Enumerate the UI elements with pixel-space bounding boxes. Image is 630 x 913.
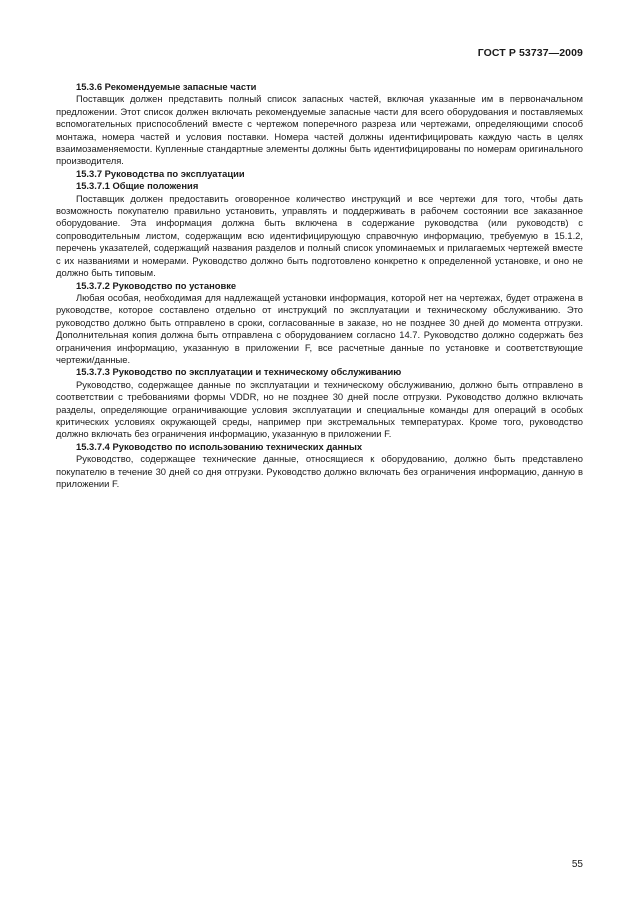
section-heading: 15.3.7 Руководства по эксплуатации [76,167,245,179]
page-number: 55 [571,859,583,870]
section-paragraph: Руководство, содержащее данные по эксплуатации и техническому обслуживанию, должно быть отправлено в соответствии с требованиями формы VDDR, но не позднее 30 дней после отгрузки. Руководство должно включать разделы, определяющие ограничивающие условия эксплуатации и специальные команды для операций в особых критических условиях окружающей среды, например при экстремальных температурах. Кроме того, руководство должно включать без ограничения информацию, указанную в приложении F. [56,378,583,440]
section-heading: 15.3.6 Рекомендуемые запасные части [76,81,257,92]
standard-designation: ГОСТ Р 53737—2009 [477,47,583,59]
section-heading: 15.3.7.2 Руководство по установке [76,279,237,291]
section-paragraph: Руководство, содержащее технические данные, относящиеся к оборудованию, должно быть представлено покупателю в течение 30 дней со дня отгрузки. Руководство должно включать без ограничения информацию, данную в приложении F. [56,453,583,489]
section-paragraph: Любая особая, необходимая для надлежащей установки информация, которой нет на чертежах, будет отражена в руководстве, которое составлено отдельно от инструкций по эксплуатации и техническому обслуживанию. Это руководство должно быть отправлено в сроки, согласованные в заказе, но не позднее 30 дней до момента отгрузки. Дополнительная копия должна быть отправлена с оборудованием согласно 14.7. Руководство должно содержать без ограничения информацию, указанную в приложении F, все расчетные данные по установке и соответствующие чертежи/данные. [56,291,583,365]
section-paragraph: Поставщик должен предоставить оговоренное количество инструкций и все чертежи для того, чтобы дать возможность покупателю правильно установить, управлять и поддерживать в рабочем состоянии все заказанное оборудование. Эта информация должна быть включена в содержание руководства (или руководств) с сопроводительным листом, содержащим всю идентифицирующую справочную информацию, требуемую в 15.1.2, перечень указателей, содержащий названия разделов и полный список упоминаемых и прилагаемых чертежей вместе с их названиями и номерами. Руководство должно быть подготовлено конкретно к определенной установке, и оно не должно быть типовым. [56,192,583,279]
section-heading: 15.3.7.4 Руководство по использованию технических данных [76,440,363,452]
section-paragraph: Поставщик должен представить полный список запасных частей, включая указанные им в первоначальном предложении. Этот список должен включать рекомендуемые запасные части для всего оборудования и поставляемых вспомогательных приспособлений вместе с чертежом поперечного разреза или чертежами, определяющими способ монтажа, номера частей и условия поставки. Номера частей должны идентифицировать каждую часть в целях взаимозаменяемости. Купленные стандартные элементы должны быть идентифицированы по номерам оригинального производителя. [56,93,583,167]
document-body [56,81,583,490]
section-heading: 15.3.7.3 Руководство по эксплуатации и техническому обслуживанию [76,366,402,378]
section-heading: 15.3.7.1 Общие положения [76,180,199,192]
